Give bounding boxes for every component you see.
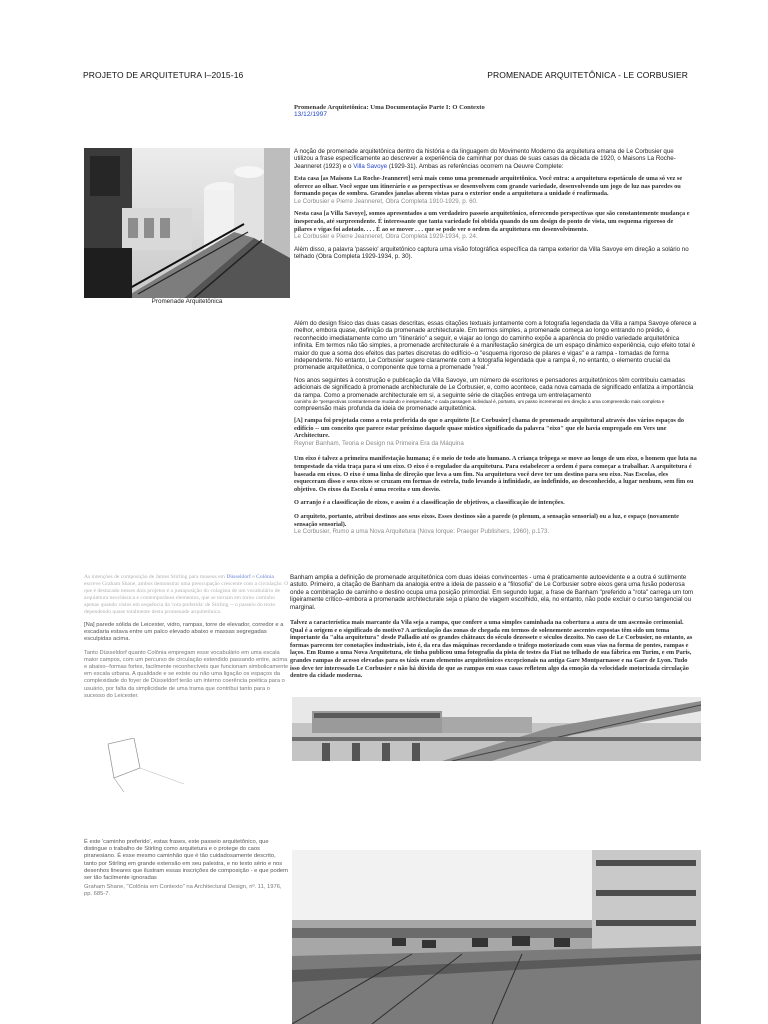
quote-savoye: Nesta casa [a Villa Savoye], somos apresentados a um verdadeiro passeio arquitetônico, oferecendo perspectivas que são constantemente mudança e inesperado, até surpreendente. É interessante que tanta variedade foi obtida quando do um design do ponto de vista, um esquema rigoroso de pilares e vigas foi adotado. . . . É ao se mover . . . que se pode ver o ordem da arquitetura em desenvolvimento.	[294, 210, 690, 233]
design-paragraph: Além do design físico das duas casas descritas, essas citações textuais juntamente com a fotografia legendada da Villa a rampa Savoye oferece a melhor, embora quase, definição da promenade architecturale. Em termos simples, a promenade começa ao longo entrando no prédio, é reconhecido imediatamente como um "itinerário" a seguir, e viajar ao longo do caminho expõe a aparência do prédio variedade arquitetônica infinita. Em termos não tão simples, a promenade architecturale é a manifestação sinérgica de um espaço dinâmico experiência, cujo efeito total é maior do que a soma dos efeitos das partes discretas do edifício--o "esquema rigoroso de pilares e vigas" e a rampa - tomadas de forma independente. No entanto, Le Corbusier sugere claramente com a fotografia legendada que a rampa é, no entanto, o elemento crucial da promenade arquitetônica, o componente que torna a promenade "real."	[294, 320, 697, 372]
article-title: Promenade Arquitetônica: Uma Documentação Parte I: O Contexto	[294, 104, 485, 111]
villa-savoye-ramp-photo	[84, 148, 290, 298]
header-right: PROMENADE ARQUITETÔNICA - LE CORBUSIER	[487, 70, 688, 80]
banham-section	[290, 574, 698, 680]
quote-axis-arrangement: O arranjo é a classificação de eixos, e assim é a classificação de objetivos, a classificação de intenções.	[294, 499, 565, 507]
stirling-faded-paragraph	[84, 574, 289, 616]
quote-banham-cite: Reyner Banham, Teoria e Design na Primeira Era da Máquina	[294, 440, 464, 448]
leicester-paragraph: [Na] parede sólida de Leicester, vidro, rampas, torre de elevador, corredor e a escadaria estava entre um palco elevado abaixo e massas segregadas esculpidas acima.	[84, 622, 284, 643]
graham-shane-cite: Graham Shane, "Colônia em Contexto" na Architectural Design, nº. 11, 1976, pp. 685-7.	[84, 884, 282, 898]
stirling-text-b: e	[252, 574, 255, 580]
intro-section	[294, 148, 692, 260]
quote-la-roche-cite: Le Corbusier e Pierre Jeanneret, Obra Completa 1910-1929, p. 60.	[294, 198, 478, 205]
sidebar-sketch	[94, 738, 244, 792]
villa-savoye-link[interactable]: Villa Savoye	[353, 162, 388, 170]
article-date: 13/12/1997	[294, 111, 328, 118]
ramp-photo-illustration	[84, 148, 290, 298]
stirling-text-a: As intenções de composição de James Stirling para museus em	[84, 574, 225, 580]
quote-axis-cite: Le Corbusier, Rumo a uma Nova Arquitetura (Nova Iorque: Praeger Publishers, 1960), p.173.	[294, 528, 550, 536]
photo-paragraph: Além disso, a palavra 'passeio' arquitetônico captura uma visão fotográfica específica da rampa exterior da Villa Savoye em direção a solário no telhado (Obra Completa 1929-1934, p. 30).	[294, 245, 689, 260]
years-tail: compreensão mais profunda da ideia de promenade arquitetônica.	[294, 404, 477, 412]
body-section	[294, 320, 698, 536]
intro-tail: (1929-31). Ambas as referências ocorrem na Oeuvre Complete:	[388, 162, 564, 170]
years-paragraph: Nos anos seguintes à construção e publicação da Villa Savoye, um número de escritores e pensadores arquitetônicos têm contribuiu camadas adicionais de significado à promenade architecturale de Le Corbusier, e, como acontece, cada nova camada de significado enfatiza a importância da rampa. Como a promenade architecturale em si, a seguinte série de citações entrega um entrelaçamento	[294, 376, 694, 399]
fiat-roof-illustration	[292, 697, 701, 761]
sketch-drawing	[94, 738, 244, 792]
figure-caption: Promenade Arquitetônica	[151, 298, 223, 305]
intro-paragraph	[294, 148, 692, 170]
fiat-test-track-photo	[292, 850, 701, 1024]
dusseldorf-paragraph: Tanto Düsseldorf quanto Colônia empregam esse vocabulário em uma escala maior campos, com um percurso de circulação estendido passando entre, acima e abaixo--formas fortes, facilmente reconhecíveis que funcionam simbolicamente em escala urbana. A qualidade e se existe ou não uma ligação os espaços da complexidade do foyer de Düsseldorf terão um interno coerência poética para o usuário, por falta da simplicidade de uma trama que contribui tanto para o sucesso do Leicester.	[84, 649, 289, 699]
sidebar-stirling	[84, 574, 289, 700]
dusseldorf-link[interactable]: Düsseldorf	[226, 574, 251, 580]
sidebar-lower	[84, 839, 289, 899]
quote-ramp-villa: Talvez a característica mais marcante da Vila seja a rampa, que confere a uma simples caminhada na cobertura a aura de um ascensão cerimonial. Qual é a origem e o significado do motivo? A articulação das zonas de chegada em termos de solenemente ascentes expostas têm sido um tema importante da "alta arquitetura" desde Palladio até os grandes châteaux do século dezessete e séculos dezoito. No caso de Le Corbusier, no entanto, as formas parecem ter conotações industriais, isto é, da era das máquinas recordando o tráfego motorizado com suas vias na forma de pontes, rampas e laços. Em Rumo a uma Nova Arquitetura, ele tinha publicou uma fotografia da pista de testes da Fiat no telhado de sua fábrica em Turim, e em Paris, grandes rampas de acesso elevadas para os táxis eram elementos arquitetônicos excepcionais na antiga Gare Montparnasse e na Gare de Lyon. Tudo isso deve ter interessado Le Corbusier e não há dúvida de que as rampas em suas casas refletem algo da emoção da velocidade motorizada circulação dentro da cidade moderna.	[290, 619, 693, 680]
header-left: PROJETO DE ARQUITETURA I–2015-16	[83, 70, 244, 80]
banham-paragraph: Banham amplia a definição de promenade arquitetônica com duas ideias convincentes - uma é praticamente autoevidente e a outra é sutilmente astuto. Primeiro, a citação de Banham da analogia entre a ideia de passeio e a "filosofia" de Le Corbusier sobre eixos gera uma fusão poderosa onde a combinação de caminho e destino ocupa uma posição primordial. Em segundo lugar, a frase de Banham "preferido a "rota" carrega um tom ligeiramente crítico--embora a promenade architecturale seja o plano de viagem escolhido, ela, no entanto, não pode excluir o curso tangencial ou marginal.	[290, 574, 694, 611]
colonia-link[interactable]: Colônia	[256, 574, 274, 580]
quote-axis-destinations: O arquiteto, portanto, atribui destinos aos seus eixos. Esses destinos são a parede (o plenum, a sensação sensorial) ou a luz, e espaço (novamente sensação sensorial).	[294, 513, 679, 528]
quote-axis: Um eixo é talvez a primeira manifestação humana; é o meio de todo ato humano. A criança trôpega se move ao longo de um eixo, o homem que luta na tempestade da vida traça para si um eixo. O eixo é o regulador da arquitetura. Para estabelecer a ordem é para começar a trabalhar. A arquitetura é baseada em eixos. O eixo é uma linha de direção que leva a um fim. Na arquitetura você deve ter um destino para seu eixo. Nas Escolas, eles esqueceram disso e seus eixos se cruzam em formas de estrela, tudo levando à infinidade, ao indefinido, ao desconhecido, a lugar nenhum, sem fim ou objetivo. Os eixos da Escola é uma receita e um desvio.	[294, 455, 697, 493]
fiat-factory-roof-photo	[292, 697, 701, 761]
test-track-illustration	[292, 850, 701, 1024]
preferred-path-paragraph: É este 'caminho preferido', estas frases, este passeio arquitetônico, que distingue o trabalho de Stirling como arquitetura e o protege do caos piranesiano. É esse mesmo caminhão que é tão cuidadosamente descrito, tanto por Stirling em grande extensão em seu palestra, e no texto sério e nos desenhos lineares que ilustram essas inscrições de composição - e que podem ser tão facilmente ignoradas	[84, 839, 288, 882]
stirling-text-c: escreve Graham Shane, ambos demonstrar uma preocupação crescente com a circulação. O que é destacado nesses dois projetos é a justaposição do colagista de um vocabulário de arquitetura neoclássica e contemporânea elementos, que se tornam em torno caminho apenas quando vistos em sequência da 'rota preferida' de Stirling -- o passeio do texto dependendo quase totalmente desta promenade arquitetônica.	[84, 581, 289, 615]
quote-la-roche: Esta casa [as Maisons La Roche-Jeanneret] será mais como uma promenade arquitetônica. Você entra: a arquitetura espetáculo de uma só vez se oferece ao olhar. Você segue um itinerário e as perspectivas se desenvolvem com grande variedade, desenvolvendo um jogo de luz nas paredes ou formando poças de sombra. Grandes janelas abrem vistas para o exterior onde a arquitetura a unidade é reafirmada.	[294, 175, 683, 198]
article-heading	[294, 104, 594, 119]
quote-banham: [A] rampa foi projetada como a rota preferida do que o arquiteto [Le Corbusier] chama de promenade arquitetural através dos vários espaços do edifício -- um conceito que parece estar próximo daquele quase místico significado da palavra "eixo" que ele havia empregado em Vers une Architecture.	[294, 417, 685, 440]
intro-text: A noção de promenade arquitetônica dentro da história e da linguagem do Movimento Moderno da arquitetura emana de Le Corbusier que utilizou a frase especificamente ao descrever a experiência de caminhar por duas de suas casas da década de 1920, o Maisons La Roche-Jeanneret (1923) e o	[294, 148, 676, 170]
quote-savoye-cite: Le Corbusier e Pierre Jeanneret, Obra Completa 1929-1934, p. 24.	[294, 233, 478, 241]
years-small-text: caminho de "perspectivas constantemente mudando e inesperadas," e cada passagem individual é, portanto, um passo incremental em direção a uma compreensão mais completa e	[294, 399, 665, 405]
